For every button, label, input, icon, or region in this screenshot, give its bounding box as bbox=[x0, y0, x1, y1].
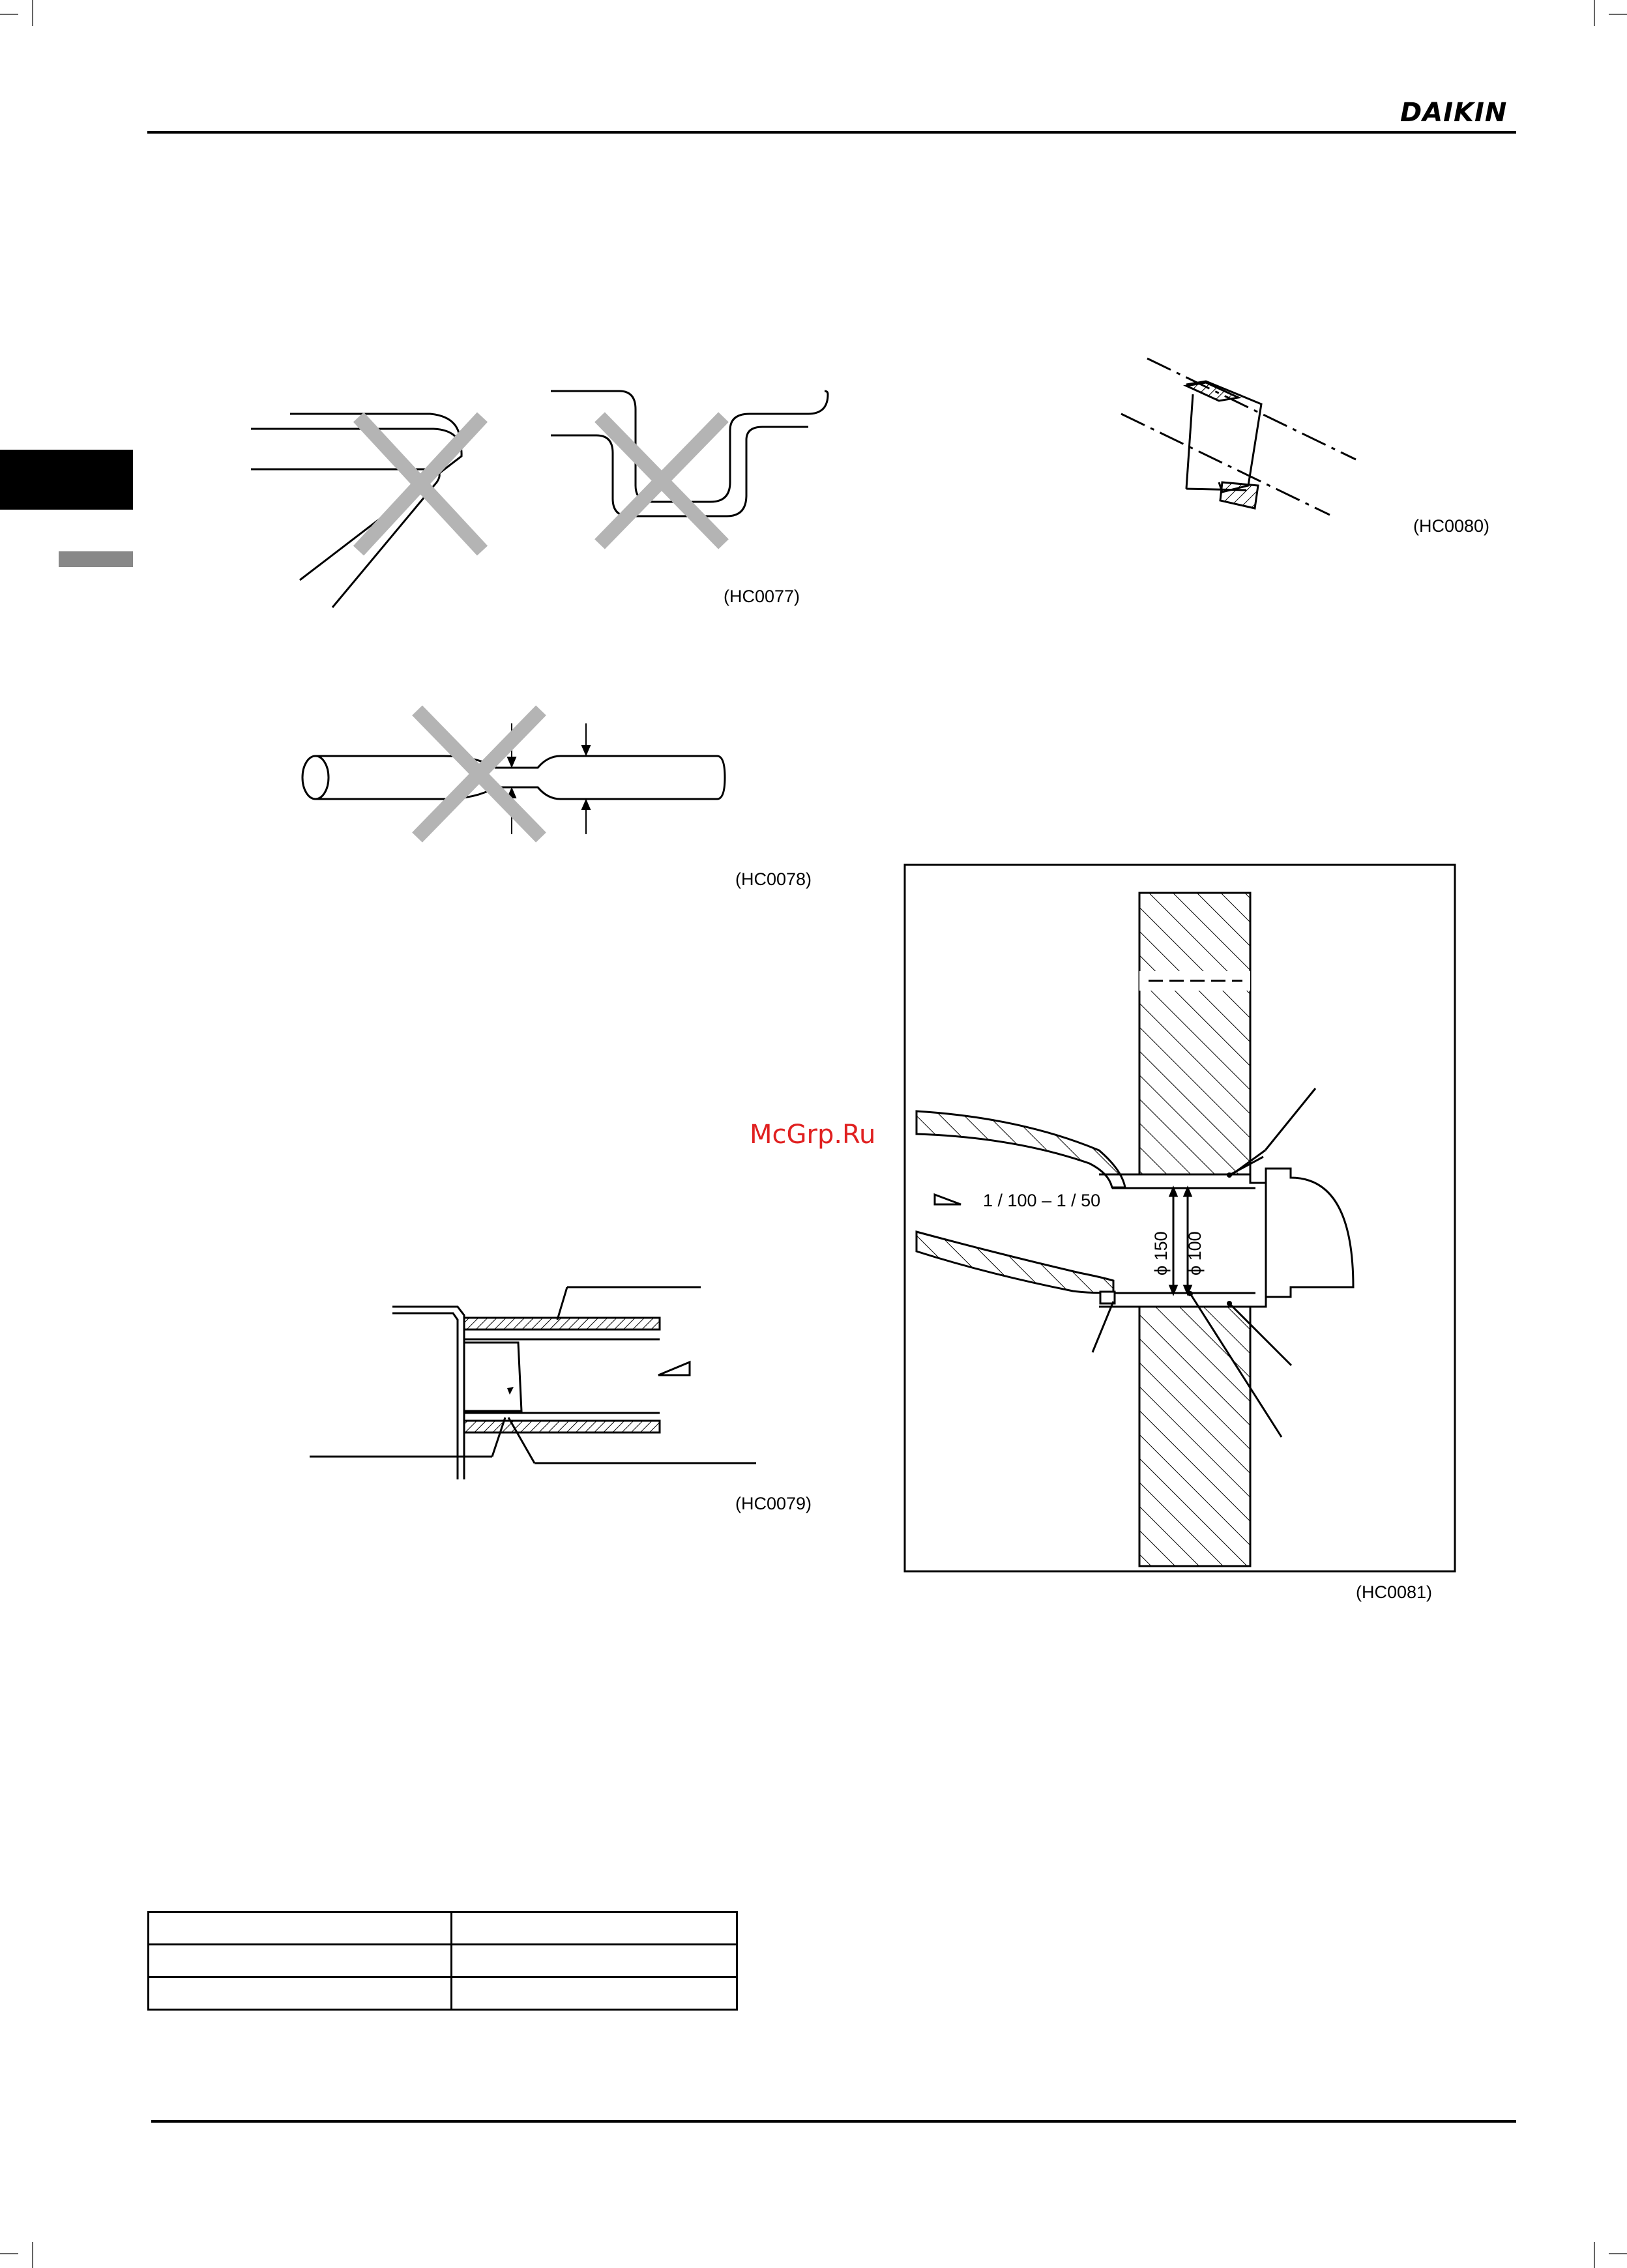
table-cell bbox=[452, 1977, 737, 2010]
figure-hc0080 bbox=[1108, 352, 1369, 528]
table-cell bbox=[452, 1945, 737, 1977]
header-rule bbox=[147, 131, 1516, 134]
table-row bbox=[149, 1945, 737, 1977]
figure-hc0081 bbox=[903, 864, 1458, 1574]
dimension-inner: ϕ 100 bbox=[1185, 1231, 1205, 1275]
table-cell bbox=[452, 1912, 737, 1945]
figure-code-hc0077: (HC0077) bbox=[724, 587, 800, 606]
section-tab-bar bbox=[59, 551, 133, 567]
watermark: McGrp.Ru bbox=[750, 1120, 876, 1150]
table-row bbox=[149, 1977, 737, 2010]
table-cell bbox=[149, 1945, 452, 1977]
figure-code-hc0079: (HC0079) bbox=[735, 1494, 812, 1513]
table-cell bbox=[149, 1912, 452, 1945]
section-tab bbox=[0, 450, 133, 510]
figure-code-hc0078: (HC0078) bbox=[735, 869, 812, 889]
figure-code-hc0080: (HC0080) bbox=[1413, 516, 1490, 536]
brand-logo: DAIKIN bbox=[1400, 98, 1508, 128]
footer-rule bbox=[151, 2120, 1516, 2123]
slope-label: 1 / 100 – 1 / 50 bbox=[983, 1191, 1101, 1210]
table-row bbox=[149, 1912, 737, 1945]
figure-hc0078 bbox=[287, 697, 756, 854]
figure-hc0079 bbox=[306, 1277, 776, 1486]
dimension-outer: ϕ 150 bbox=[1151, 1231, 1171, 1275]
figure-code-hc0081: (HC0081) bbox=[1356, 1582, 1433, 1602]
table-cell bbox=[149, 1977, 452, 2010]
spec-table bbox=[147, 1911, 738, 2011]
